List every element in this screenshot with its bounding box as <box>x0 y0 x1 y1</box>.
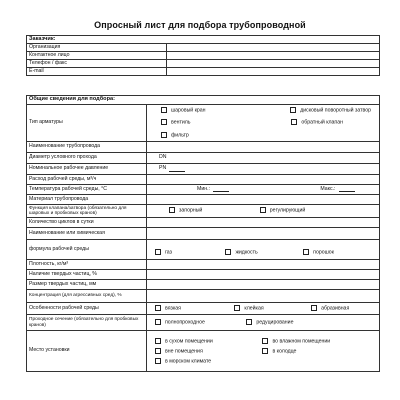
option-gas[interactable]: газ <box>155 249 172 256</box>
customer-table <box>26 35 380 76</box>
checkbox-icon[interactable] <box>290 107 296 113</box>
pipeline-name-label: Наименование трубопровода <box>27 142 147 153</box>
checkbox-icon[interactable] <box>155 319 161 325</box>
valve-function-options <box>147 205 380 218</box>
option-in-well[interactable]: в колодце <box>262 348 296 355</box>
nominal-pressure-label: Номинальное рабочее давление <box>27 164 147 175</box>
concentration-label: Концентрация (для агрессивных сред), % <box>27 290 147 303</box>
option-powder[interactable]: порошок <box>303 249 334 256</box>
option-humid-room[interactable]: во влажном помещении <box>262 338 330 345</box>
medium-options <box>147 240 380 260</box>
general-header: Общие сведения для подбора: <box>27 96 380 105</box>
bore-label: Проходное сечение (обязательно для пробковых кранов) <box>27 315 147 331</box>
checkbox-icon[interactable] <box>155 305 161 311</box>
chem-name-label: Наименование или химическая <box>27 228 147 240</box>
checkbox-icon[interactable] <box>303 249 309 255</box>
pipe-material-input[interactable] <box>147 195 380 205</box>
option-check-valve[interactable]: обратный клапан <box>291 119 343 126</box>
option-liquid[interactable]: жидкость <box>225 249 257 256</box>
phone-input[interactable] <box>167 60 380 68</box>
solids-label: Наличие твердых частиц, % <box>27 270 147 280</box>
cycles-input[interactable] <box>147 218 380 228</box>
valve-function-label: Функция клапана/затвора (обязательно для шаровых и пробковых кранов) <box>27 205 147 218</box>
particle-size-input[interactable] <box>147 280 380 290</box>
flow-label: Расход рабочей среды, м³/ч <box>27 175 147 185</box>
density-label: Плотность, кг/м³ <box>27 260 147 270</box>
option-full-bore[interactable]: полнопроходное <box>155 319 205 326</box>
option-filter[interactable]: фильтр <box>161 132 189 139</box>
option-outdoors[interactable]: вне помещения <box>155 348 261 355</box>
formula-label: формула рабочей среды <box>27 240 147 260</box>
checkbox-icon[interactable] <box>169 207 175 213</box>
pn-blank-line <box>169 167 185 172</box>
checkbox-icon[interactable] <box>155 348 161 354</box>
checkbox-icon[interactable] <box>246 319 252 325</box>
checkbox-icon[interactable] <box>311 305 317 311</box>
field-label-contact: Контактное лицо <box>27 52 167 60</box>
temp-field[interactable]: Мин.: Макс.: <box>147 185 380 195</box>
field-label-phone: Телефон / факс <box>27 60 167 68</box>
install-label: Место установки <box>27 331 147 372</box>
field-label-email: E-mail <box>27 68 167 76</box>
checkbox-icon[interactable] <box>260 207 266 213</box>
general-table <box>26 95 380 372</box>
checkbox-icon[interactable] <box>155 358 161 364</box>
temp-label: Температура рабочей среды, °C <box>27 185 147 195</box>
checkbox-icon[interactable] <box>155 338 161 344</box>
option-dry-room[interactable]: в сухом помещении <box>155 338 261 345</box>
medium-features-options <box>147 303 380 315</box>
medium-features-label: Особенности рабочей среды <box>27 303 147 315</box>
checkbox-icon[interactable] <box>161 132 167 138</box>
density-input[interactable] <box>147 260 380 270</box>
option-control[interactable]: регулирующий <box>260 207 305 214</box>
option-viscous[interactable]: вязкая <box>155 305 181 312</box>
particle-size-label: Размер твердых частиц, мм <box>27 280 147 290</box>
concentration-input[interactable] <box>147 290 380 303</box>
checkbox-icon[interactable] <box>262 338 268 344</box>
pipeline-name-input[interactable] <box>147 142 380 153</box>
option-marine-climate[interactable]: в морском климате <box>155 358 211 365</box>
contact-input[interactable] <box>167 52 380 60</box>
organization-input[interactable] <box>167 44 380 52</box>
temp-min-blank <box>213 187 229 192</box>
nominal-diameter-label: Диаметр условного прохода <box>27 153 147 164</box>
pn-field[interactable]: PN <box>147 164 380 175</box>
chem-name-input[interactable] <box>147 228 380 240</box>
customer-header: Заказчик: <box>27 36 380 44</box>
install-options <box>147 331 380 372</box>
email-input[interactable] <box>167 68 380 76</box>
checkbox-icon[interactable] <box>262 348 268 354</box>
temp-max-blank <box>339 187 355 192</box>
checkbox-icon[interactable] <box>155 249 161 255</box>
solids-input[interactable] <box>147 270 380 280</box>
option-sticky[interactable]: клейкая <box>234 305 263 312</box>
checkbox-icon[interactable] <box>291 119 297 125</box>
option-abrasive[interactable]: абразивная <box>311 305 349 312</box>
pipe-material-label: Материал трубопровода <box>27 195 147 205</box>
option-ball-valve[interactable]: шаровый кран <box>161 107 206 114</box>
field-label-organization: Организация <box>27 44 167 52</box>
cycles-label: Количество циклов в сутки <box>27 218 147 228</box>
checkbox-icon[interactable] <box>234 305 240 311</box>
option-globe-valve[interactable]: вентиль <box>161 119 190 126</box>
bore-options <box>147 315 380 331</box>
option-shutoff[interactable]: запорный <box>169 207 202 214</box>
checkbox-icon[interactable] <box>225 249 231 255</box>
dn-field[interactable]: DN <box>147 153 380 164</box>
valve-type-label: Тип арматуры <box>27 105 147 142</box>
option-butterfly-valve[interactable]: дисковый поворотный затвор <box>290 107 371 114</box>
flow-input[interactable] <box>147 175 380 185</box>
checkbox-icon[interactable] <box>161 107 167 113</box>
page-title: Опросный лист для подбора трубопроводной <box>94 20 306 30</box>
valve-type-options <box>147 105 380 142</box>
checkbox-icon[interactable] <box>161 119 167 125</box>
option-reduced-bore[interactable]: редуцирование <box>246 319 293 326</box>
